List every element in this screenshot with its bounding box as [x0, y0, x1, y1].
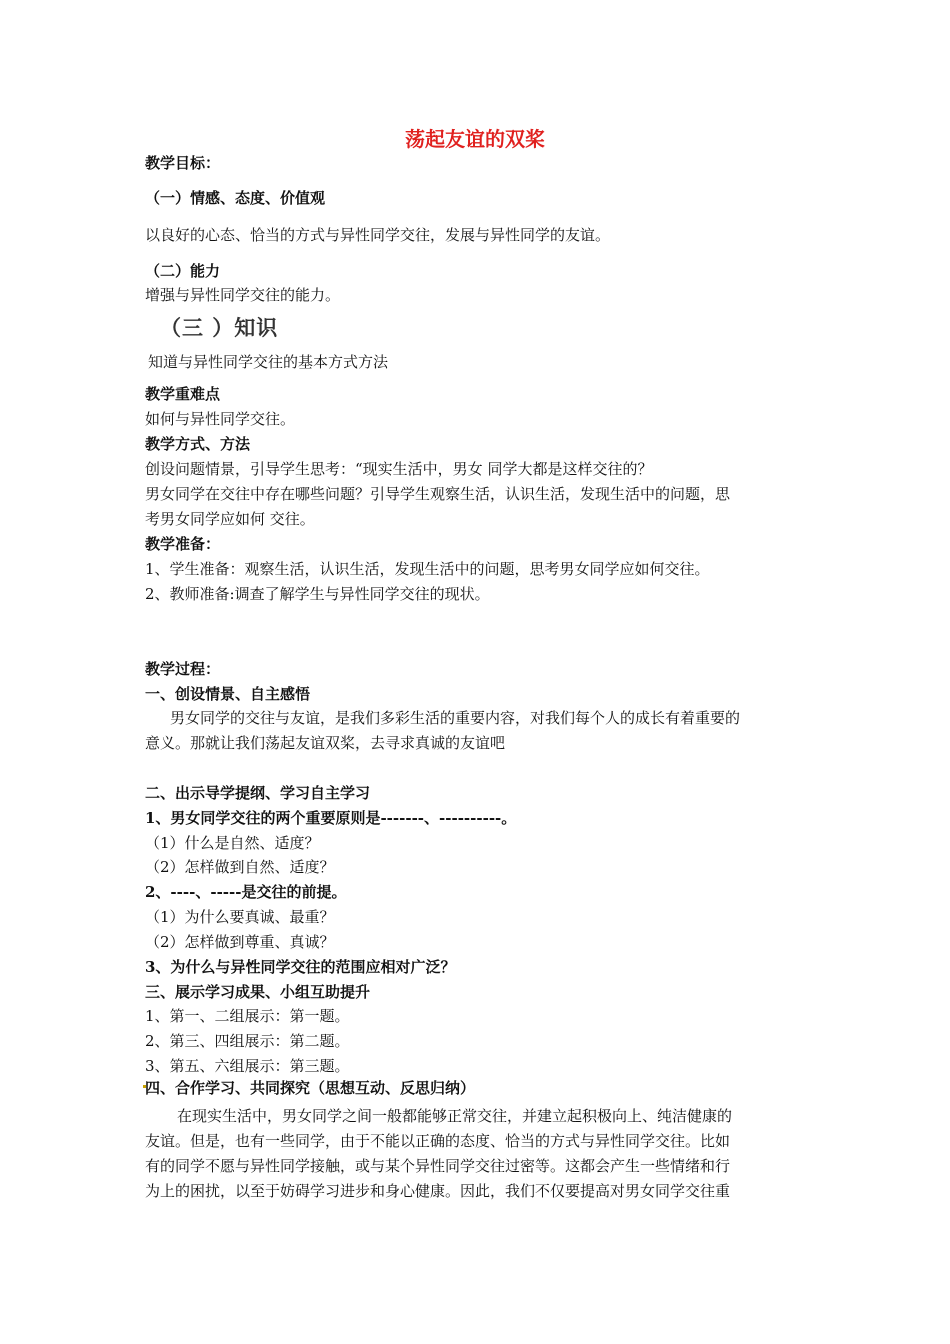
list-item: （2）怎样做到自然、适度？: [145, 858, 335, 876]
paragraph-line: 男女同学的交往与友谊，是我们多彩生活的重要内容，对我们每个人的成长有着重要的: [170, 709, 741, 727]
subheading-emotion: （一）情感、态度、价值观: [145, 189, 326, 207]
step-heading-1: 一、创设情景、自主感悟: [145, 685, 311, 703]
subheading-knowledge: （三 ）知识: [160, 316, 279, 340]
paragraph-line: 在现实生活中，男女同学之间一般都能够正常交往，并建立起积极向上、纯洁健康的: [177, 1107, 733, 1125]
subheading-ability: （二）能力: [145, 262, 221, 280]
section-heading-preparation: 教学准备：: [145, 535, 221, 553]
list-item: （1）什么是自然、适度？: [145, 834, 320, 852]
list-item: 2、----、-----是交往的前提。: [145, 883, 347, 901]
section-heading-methods: 教学方式、方法: [145, 435, 251, 453]
paragraph-line: 知道与异性同学交往的基本方式方法: [148, 353, 389, 371]
paragraph-line: 如何与异性同学交往。: [145, 410, 296, 428]
list-item: （1）为什么要真诚、最重？: [145, 908, 335, 926]
list-item: （2）怎样做到尊重、真诚？: [145, 933, 335, 951]
paragraph-line: 为上的困扰，以至于妨碍学习进步和身心健康。因此，我们不仅要提高对男女同学交往重: [145, 1182, 731, 1200]
list-item: 2、教师准备:调查了解学生与异性同学交往的现状。: [145, 585, 490, 603]
list-item: 2、第三、四组展示：第二题。: [145, 1032, 350, 1050]
list-item: 1、学生准备：观察生活，认识生活，发现生活中的问题，思考男女同学应如何交往。: [145, 560, 710, 578]
section-heading-objectives: 教学目标：: [145, 154, 221, 172]
section-heading-process: 教学过程：: [145, 660, 221, 678]
paragraph-line: 考男女同学应如何 交往。: [145, 510, 315, 528]
paragraph-line: 创设问题情景，引导学生思考：“现实生活中，男女 同学大都是这样交往的？: [145, 460, 653, 478]
step-heading-3: 三、展示学习成果、小组互助提升: [145, 983, 371, 1001]
list-item: 1、男女同学交往的两个重要原则是-------、----------。: [145, 809, 517, 827]
paragraph-line: 男女同学在交往中存在哪些问题？引导学生观察生活，认识生活，发现生活中的问题，思: [145, 485, 731, 503]
section-heading-difficulty: 教学重难点: [145, 385, 221, 403]
step-heading-4: 四、合作学习、共同探究（思想互动、反思归纳）: [145, 1079, 476, 1097]
list-item: 3、为什么与异性同学交往的范围应相对广泛？: [145, 958, 456, 976]
paragraph-line: 增强与异性同学交往的能力。: [145, 286, 341, 304]
paragraph-line: 以良好的心态、恰当的方式与异性同学交往，发展与异性同学的友谊。: [145, 226, 611, 244]
paragraph-line: 意义。那就让我们荡起友谊双桨，去寻求真诚的友谊吧: [145, 734, 506, 752]
paragraph-line: 友谊。但是，也有一些同学，由于不能以正确的态度、恰当的方式与异性同学交往。比如: [145, 1132, 731, 1150]
document-title: 荡起友谊的双桨: [405, 127, 545, 151]
step-heading-2: 二、出示导学提纲、学习自主学习: [145, 784, 371, 802]
paragraph-line: 有的同学不愿与异性同学接触，或与某个异性同学交往过密等。这都会产生一些情绪和行: [145, 1157, 731, 1175]
list-item: 3、第五、六组展示：第三题。: [145, 1057, 350, 1075]
list-item: 1、第一、二组展示：第一题。: [145, 1007, 350, 1025]
